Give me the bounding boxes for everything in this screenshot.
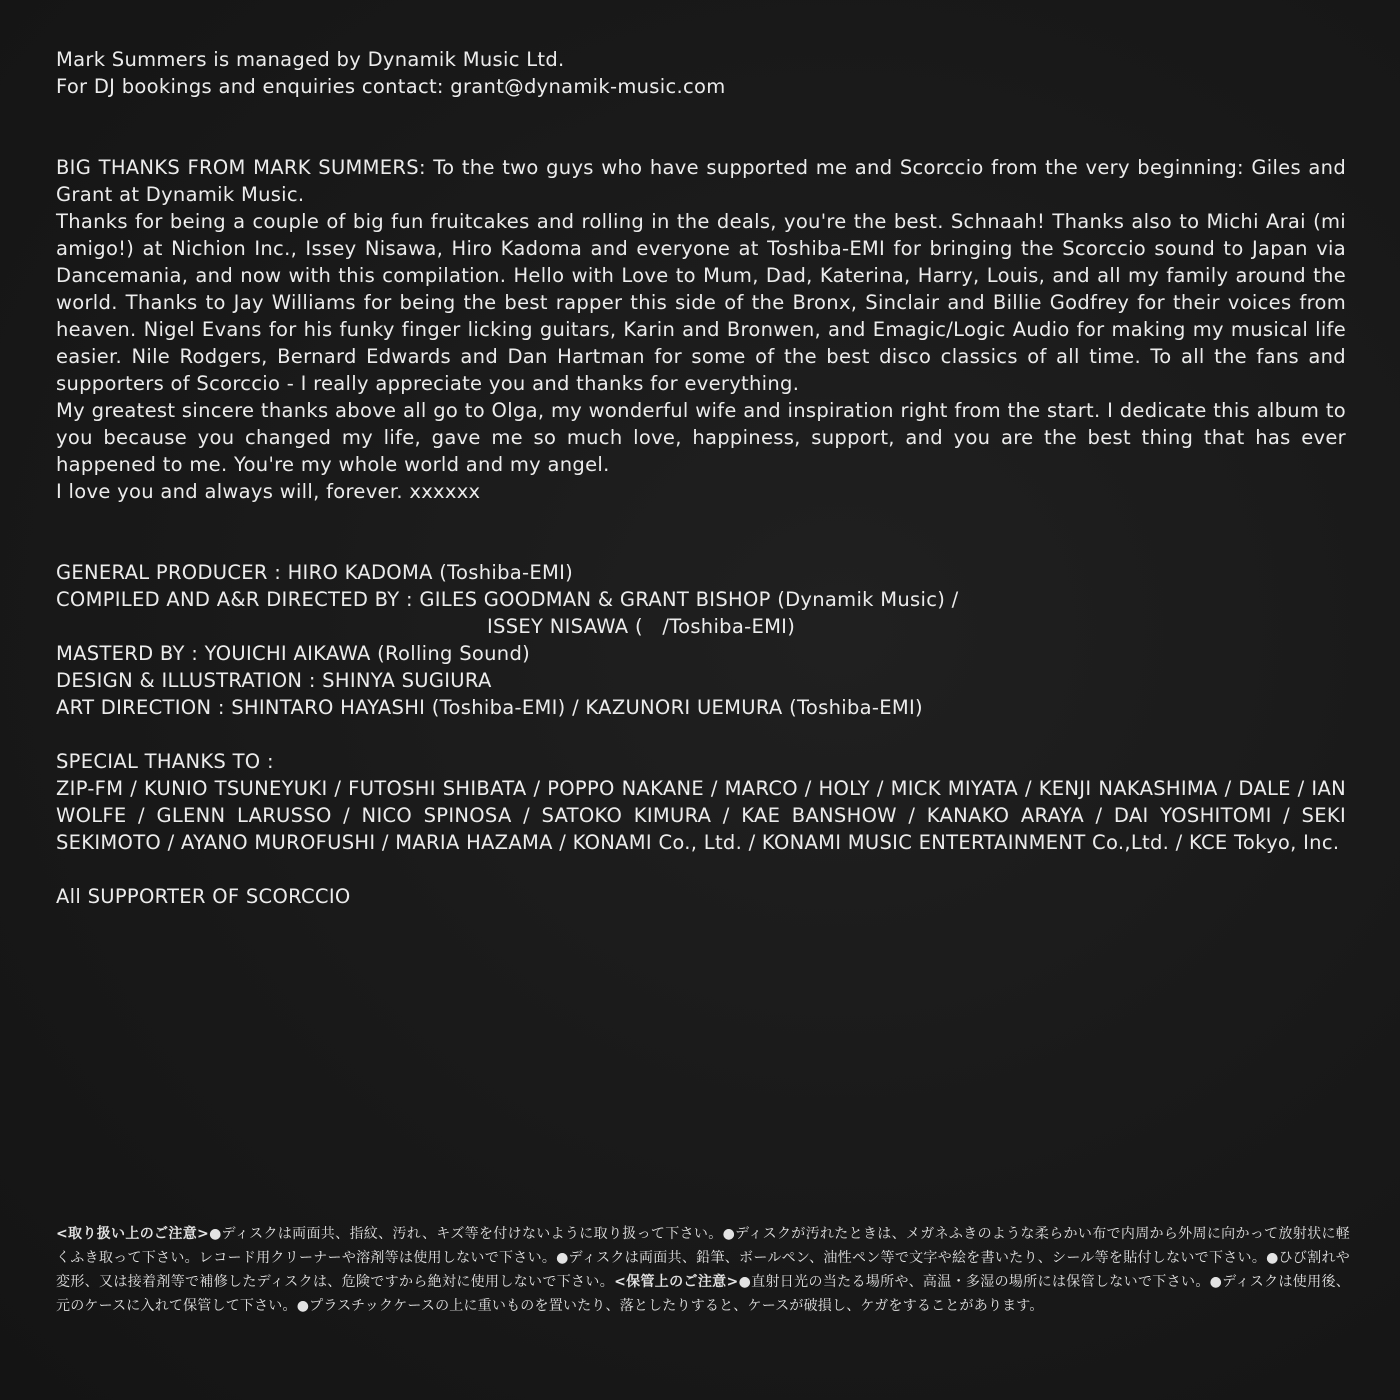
handling-notice-text: ●ディスクは両面共、指紋、汚れ、キズ等を付けないように取り扱って下さい。●ディスクが汚れたときは、メガネふきのような柔らかい布で内周から外周に向かって放射状に軽くふき取って下さい。レコード用クリーナーや溶剤等は使用しないで下さい。●ディスクは両面共、鉛筆、ボールペン、油性ペン等で文字や絵を書いたり、シール等を貼付しないで下さい。●ひび割れや変形、又は接着剤等で補修したディスクは、危険ですから絶対に使用しないで下さい。 — [56, 1226, 1350, 1290]
thanks-block — [56, 154, 1346, 505]
credit-art-direction: ART DIRECTION : SHINTARO HAYASHI (Toshiba-EMI) / KAZUNORI UEMURA (Toshiba-EMI) — [56, 696, 923, 719]
credits-block — [56, 559, 1346, 721]
management-line: Mark Summers is managed by Dynamik Music Ltd. — [56, 48, 565, 71]
special-thanks-names: ZIP-FM / KUNIO TSUNEYUKI / FUTOSHI SHIBATA / POPPO NAKANE / MARCO / HOLY / MICK MIYATA / KENJI NAKASHIMA / DALE / IAN WOLFE / GLENN LARUSSO / NICO SPINOSA / SATOKO KIMURA / KAE BANSHOW / KANAKO ARAYA / DAI YOSHITOMI / SEKI SEKIMOTO / AYANO MUROFUSHI / MARIA HAZAMA / KONAMI Co., Ltd. / KONAMI MUSIC ENTERTAINMENT Co.,Ltd. / KCE Tokyo, Inc. — [56, 777, 1346, 854]
thanks-paragraph-1: BIG THANKS FROM MARK SUMMERS: To the two guys who have supported me and Scorccio from the very beginning: Giles and Grant at Dynamik Music. — [56, 156, 1346, 206]
management-block — [56, 46, 1346, 100]
storage-notice-text: ●直射日光の当たる場所や、高温・多湿の場所には保管しないで下さい。●ディスクは使用後、元のケースに入れて保管して下さい。●プラスチックケースの上に重いものを置いたり、落としたりすると、ケースが破損し、ケガをすることがあります。 — [56, 1274, 1350, 1314]
credit-compiled-by: COMPILED AND A&R DIRECTED BY : GILES GOODMAN & GRANT BISHOP (Dynamik Music) / — [56, 588, 959, 611]
storage-notice-heading: <保管上のご注意> — [614, 1274, 739, 1290]
credit-mastered-by: MASTERD BY : YOUICHI AIKAWA (Rolling Sound) — [56, 642, 531, 665]
disc-care-notice — [56, 1222, 1350, 1318]
thanks-paragraph-4: I love you and always will, forever. xxxxxx — [56, 480, 481, 503]
booking-contact-line: For DJ bookings and enquiries contact: grant@dynamik-music.com — [56, 75, 726, 98]
liner-notes-content — [56, 46, 1346, 910]
thanks-paragraph-2: Thanks for being a couple of big fun fruitcakes and rolling in the deals, you're the best. Schnaah! Thanks also to Michi Arai (mi amigo!) at Nichion Inc., Issey Nisawa, Hiro Kadoma and everyone at Toshiba-EMI for bringing the Scorccio sound to Japan via Dancemania, and now with this compilation. Hello with Love to Mum, Dad, Katerina, Harry, Louis, and all my family around the world. Thanks to Jay Williams for being the best rapper this side of the Bronx, Sinclair and Billie Godfrey for their voices from heaven. Nigel Evans for his funky finger licking guitars, Karin and Bronwen, and Emagic/Logic Audio for making my musical life easier. Nile Rodgers, Bernard Edwards and Dan Hartman for some of the best disco classics of all time. To all the fans and supporters of Scorccio - I really appreciate you and thanks for everything. — [56, 210, 1346, 395]
supporters-line: All SUPPORTER OF SCORCCIO — [56, 885, 351, 908]
special-thanks-block — [56, 748, 1346, 856]
handling-notice-heading: <取り扱い上のご注意> — [56, 1226, 209, 1242]
special-thanks-heading: SPECIAL THANKS TO : — [56, 750, 274, 773]
thanks-paragraph-3: My greatest sincere thanks above all go to Olga, my wonderful wife and inspiration right from the start. I dedicate this album to you because you changed my life, gave me so much love, happiness, support, and you are the best thing that has ever happened to me. You're my whole world and my angel. — [56, 399, 1346, 476]
credit-design: DESIGN & ILLUSTRATION : SHINYA SUGIURA — [56, 669, 492, 692]
credit-compiled-by-continued: ISSEY NISAWA ( /Toshiba-EMI) — [487, 615, 796, 638]
credit-general-producer: GENERAL PRODUCER : HIRO KADOMA (Toshiba-EMI) — [56, 561, 574, 584]
supporters-block — [56, 883, 1346, 910]
